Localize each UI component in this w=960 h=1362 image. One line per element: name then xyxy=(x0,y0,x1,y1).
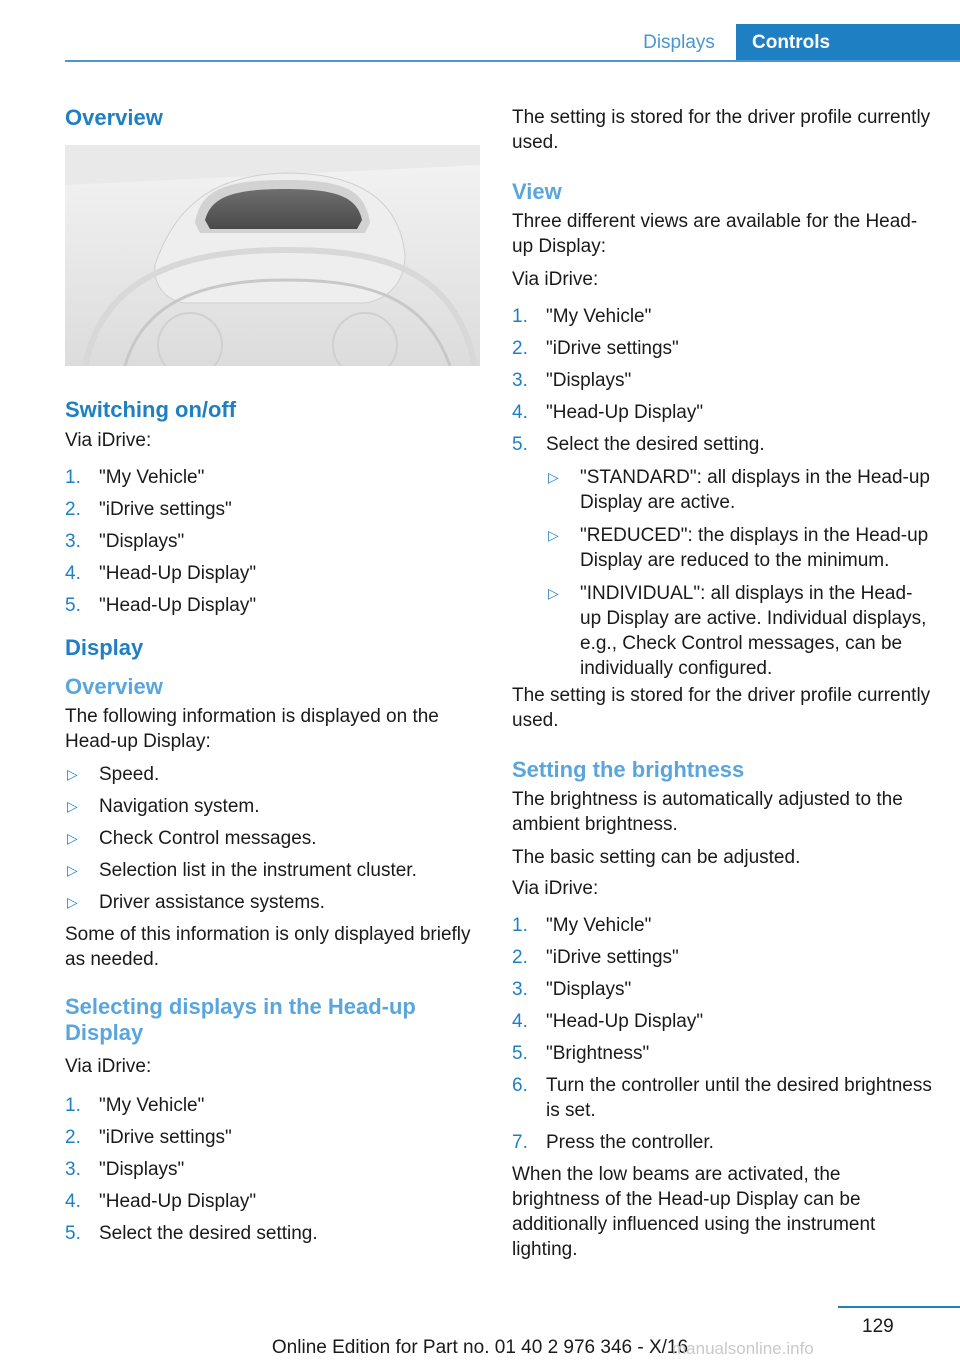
step-text: "Head-Up Display" xyxy=(99,1191,257,1212)
list-item xyxy=(512,913,932,938)
switching-heading: Switching on/off xyxy=(65,397,237,422)
step-text: "Head-Up Display" xyxy=(99,563,257,584)
brightness-heading: Setting the brightness xyxy=(512,757,745,782)
right-column xyxy=(512,98,932,1262)
selecting-heading: Selecting displays in the Head-up Display xyxy=(65,994,416,1045)
step-number: 2. xyxy=(512,947,528,968)
selecting-steps xyxy=(65,1093,481,1246)
list-item xyxy=(512,400,932,425)
list-item xyxy=(512,432,932,681)
list-item xyxy=(65,465,481,490)
step-number: 1. xyxy=(512,306,528,327)
list-item xyxy=(512,336,932,361)
list-item xyxy=(512,368,932,393)
triangle-right-outline-icon: ▷ xyxy=(67,830,78,846)
step-number: 3. xyxy=(512,979,528,1000)
step-text: "My Vehicle" xyxy=(99,1095,205,1116)
triangle-right-outline-icon: ▷ xyxy=(548,469,559,485)
low-beams-text: When the low beams are activated, the brightness of the Head-up Display can be additionally influenced using the instrument lighting. xyxy=(512,1164,876,1260)
step-text: "Displays" xyxy=(99,531,185,552)
step-text: "Head-Up Display" xyxy=(546,1011,704,1032)
step-number: 1. xyxy=(512,915,528,936)
list-item xyxy=(512,1041,932,1066)
step-text: "iDrive settings" xyxy=(99,499,232,520)
list-item xyxy=(65,529,481,554)
option-text: "REDUCED": the displays in the Head-up Display are reduced to the minimum. xyxy=(580,525,929,571)
step-number: 7. xyxy=(512,1132,528,1153)
list-item xyxy=(65,497,481,522)
switching-via: Via iDrive: xyxy=(65,430,152,451)
step-number: 4. xyxy=(65,563,81,584)
step-text: "My Vehicle" xyxy=(546,306,652,327)
step-number: 4. xyxy=(512,1011,528,1032)
view-steps xyxy=(512,304,932,681)
triangle-right-outline-icon: ▷ xyxy=(67,862,78,878)
watermark: manualsonline.info xyxy=(672,1339,814,1358)
bullet-text: Selection list in the instrument cluster. xyxy=(99,860,417,881)
info-bullets xyxy=(65,762,481,915)
brightness-via: Via iDrive: xyxy=(512,878,599,899)
triangle-right-outline-icon: ▷ xyxy=(548,585,559,601)
head-up-display-photo xyxy=(65,145,480,366)
display-heading: Display xyxy=(65,635,144,660)
step-number: 2. xyxy=(512,338,528,359)
list-item xyxy=(65,1125,481,1150)
brightness-text-1: The brightness is automatically adjusted to the ambient brightness. xyxy=(512,789,903,835)
page-number: 129 xyxy=(862,1316,894,1337)
selecting-via: Via iDrive: xyxy=(65,1056,152,1077)
tab-controls[interactable]: Controls xyxy=(736,24,960,61)
step-text: "iDrive settings" xyxy=(546,338,679,359)
step-text: "iDrive settings" xyxy=(546,947,679,968)
page-header xyxy=(0,0,960,64)
triangle-right-outline-icon: ▷ xyxy=(548,527,559,543)
list-item xyxy=(546,581,932,681)
list-item xyxy=(546,465,932,515)
left-column xyxy=(65,98,481,1253)
step-text: "Displays" xyxy=(546,979,632,1000)
option-text: "STANDARD": all displays in the Head-up Display are active. xyxy=(580,467,930,513)
step-number: 4. xyxy=(65,1191,81,1212)
header-divider xyxy=(65,60,960,62)
list-item xyxy=(65,890,481,915)
triangle-right-outline-icon: ▷ xyxy=(67,798,78,814)
step-text: Select the desired setting. xyxy=(99,1223,318,1244)
list-item xyxy=(65,1189,481,1214)
step-number: 5. xyxy=(65,1223,81,1244)
list-item xyxy=(65,561,481,586)
edition-text: Online Edition for Part no. 01 40 2 976 346 - X/16 xyxy=(271,1337,689,1358)
display-overview-text: The following information is displayed on the Head-up Display: xyxy=(65,706,439,752)
step-text: "Head-Up Display" xyxy=(99,595,257,616)
step-text: "Displays" xyxy=(546,370,632,391)
step-text: Press the controller. xyxy=(546,1132,714,1153)
brightness-text-2: The basic setting can be adjusted. xyxy=(512,847,801,868)
overview-heading: Overview xyxy=(65,105,163,130)
step-text: "Brightness" xyxy=(546,1043,650,1064)
step-number: 6. xyxy=(512,1075,528,1096)
list-item xyxy=(65,794,481,819)
step-number: 3. xyxy=(65,531,81,552)
list-item xyxy=(65,826,481,851)
view-via: Via iDrive: xyxy=(512,269,599,290)
view-text: Three different views are available for the Head-up Display: xyxy=(512,211,918,257)
step-number: 1. xyxy=(65,1095,81,1116)
bullet-text: Navigation system. xyxy=(99,796,260,817)
triangle-right-outline-icon: ▷ xyxy=(67,766,78,782)
list-item xyxy=(65,858,481,883)
step-number: 1. xyxy=(65,467,81,488)
step-number: 2. xyxy=(65,1127,81,1148)
display-overview-heading: Overview xyxy=(65,674,163,699)
switching-steps xyxy=(65,465,481,618)
list-item xyxy=(65,762,481,787)
info-note: Some of this information is only displayed briefly as needed. xyxy=(65,924,471,970)
list-item xyxy=(512,945,932,970)
hud-illustration xyxy=(65,145,480,366)
tab-displays[interactable]: Displays xyxy=(643,32,715,53)
step-text: Select the desired setting. xyxy=(546,434,765,455)
bullet-text: Speed. xyxy=(99,764,160,785)
brightness-steps xyxy=(512,913,932,1155)
list-item xyxy=(512,1009,932,1034)
bullet-text: Driver assistance systems. xyxy=(99,892,325,913)
list-item xyxy=(512,1073,932,1123)
footer-divider xyxy=(838,1306,960,1308)
bullet-text: Check Control messages. xyxy=(99,828,317,849)
list-item xyxy=(512,1130,932,1155)
list-item xyxy=(512,977,932,1002)
list-item xyxy=(65,1157,481,1182)
step-number: 3. xyxy=(65,1159,81,1180)
view-options xyxy=(546,465,932,681)
step-text: "Displays" xyxy=(99,1159,185,1180)
step-text: Turn the controller until the desired brightness is set. xyxy=(546,1075,932,1121)
step-number: 2. xyxy=(65,499,81,520)
step-text: "My Vehicle" xyxy=(99,467,205,488)
stored-text: The setting is stored for the driver profile currently used. xyxy=(512,107,931,153)
step-text: "iDrive settings" xyxy=(99,1127,232,1148)
list-item xyxy=(65,1221,481,1246)
triangle-right-outline-icon: ▷ xyxy=(67,894,78,910)
step-number: 5. xyxy=(512,1043,528,1064)
list-item xyxy=(65,593,481,618)
step-number: 5. xyxy=(512,434,528,455)
list-item xyxy=(546,523,932,573)
step-number: 5. xyxy=(65,595,81,616)
stored-text-2: The setting is stored for the driver profile currently used. xyxy=(512,685,931,731)
list-item xyxy=(512,304,932,329)
step-number: 4. xyxy=(512,402,528,423)
view-heading: View xyxy=(512,179,562,204)
list-item xyxy=(65,1093,481,1118)
option-text: "INDIVIDUAL": all displays in the Head-up Display are active. Individual displays, e.g., Check Control messages, can be individually configured. xyxy=(580,583,927,679)
step-text: "Head-Up Display" xyxy=(546,402,704,423)
step-text: "My Vehicle" xyxy=(546,915,652,936)
step-number: 3. xyxy=(512,370,528,391)
